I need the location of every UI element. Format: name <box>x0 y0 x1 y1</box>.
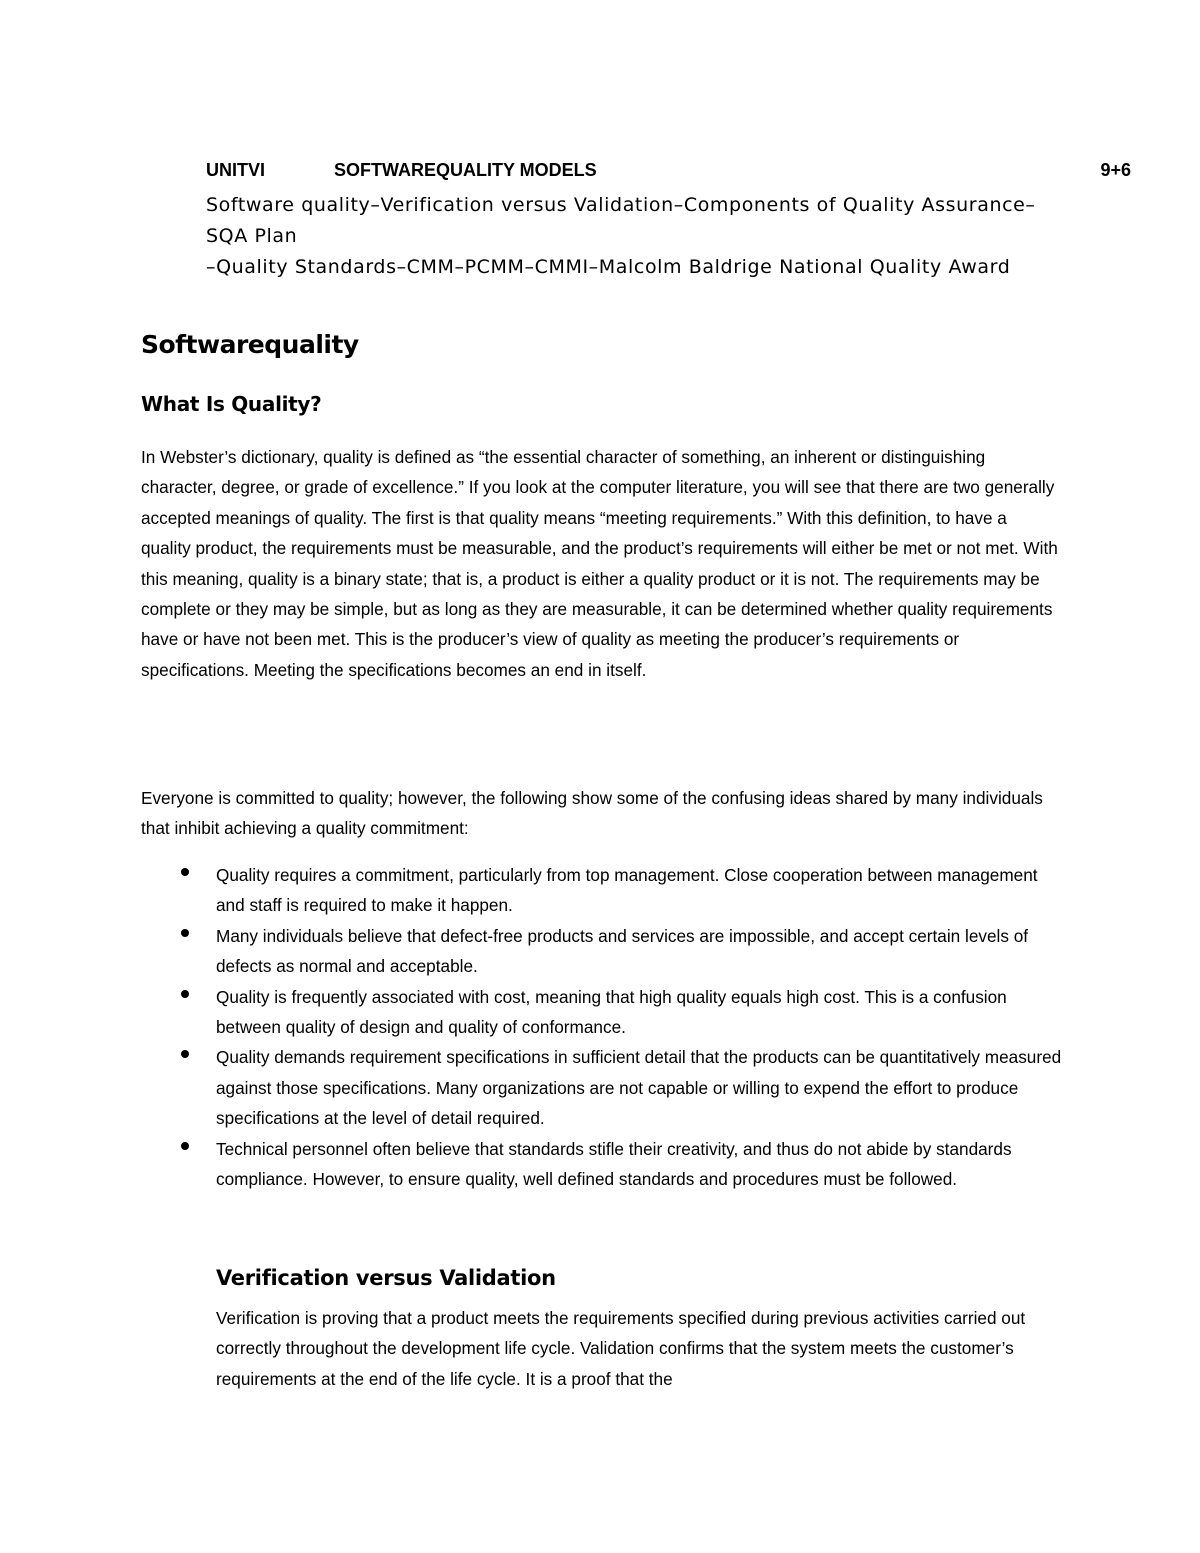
bullet-icon <box>181 990 189 998</box>
verification-paragraph: Verification is proving that a product meets the requirements specified during previous activities carried out correctly throughout the development life cycle. Validation confirms that the system meets the customer’s requirements at the end of the life cycle. It is a proof that the <box>216 1308 1026 1389</box>
bullet-icon <box>181 1142 189 1150</box>
verification-title: Verification versus Validation <box>216 1266 556 1290</box>
list-item <box>141 1042 1071 1133</box>
syllabus-topics <box>206 190 1156 283</box>
syllabus-line: –Quality Standards–CMM–PCMM–CMMI–Malcolm Baldrige National Quality Award <box>206 256 1011 278</box>
syllabus-line: Software quality–Verification versus Validation–Components of Quality Assurance– <box>206 194 1036 216</box>
unit-label: UNITVI <box>206 160 266 180</box>
list-item-text: Quality demands requirement specifications in sufficient detail that the products can be quantitatively measured against those specifications. Many organizations are not capable or willing to expend the effort to produce specifications at the level of detail required. <box>216 1047 1062 1129</box>
list-item <box>141 982 1071 1043</box>
bullet-icon <box>181 1050 189 1058</box>
list-item-text: Quality is frequently associated with cost, meaning that high quality equals high cost. This is a confusion between quality of design and quality of conformance. <box>216 986 1007 1038</box>
bullet-icon <box>181 868 189 876</box>
list-item <box>141 1134 1071 1195</box>
syllabus-line: SQA Plan <box>206 225 298 247</box>
section-title: Softwarequality <box>141 330 359 359</box>
bullet-icon <box>181 929 189 937</box>
unit-title: SOFTWAREQUALITY MODELS <box>334 160 597 180</box>
unit-hours: 9+6 <box>1100 160 1131 180</box>
confusing-ideas-intro: Everyone is committed to quality; however, the following show some of the confusing ideas shared by many individuals that inhibit achieving a quality commitment: <box>141 788 1043 839</box>
list-item <box>141 921 1071 982</box>
quality-definition-paragraph: In Webster’s dictionary, quality is defined as “the essential character of something, an inherent or distinguishing character, degree, or grade of excellence.” If you look at the computer literature, you will see that there are two generally accepted meanings of quality. The first is that quality means “meeting requirements.” With this definition, to have a quality product, the requirements must be measurable, and the product’s requirements will either be met or not met. With this meaning, quality is a binary state; that is, a product is either a quality product or it is not. The requirements may be complete or they may be simple, but as long as they are measurable, it can be determined whether quality requirements have or have not been met. This is the producer’s view of quality as meeting the producer’s requirements or specifications. Meeting the specifications becomes an end in itself. <box>141 447 1058 680</box>
list-item <box>141 860 1071 921</box>
subsection-title: What Is Quality? <box>141 392 322 416</box>
list-item-text: Technical personnel often believe that standards stifle their creativity, and thus do not abide by standards compliance. However, to ensure quality, well defined standards and procedures must be followed. <box>216 1138 1012 1190</box>
list-item-text: Many individuals believe that defect-free products and services are impossible, and accept certain levels of defects as normal and acceptable. <box>216 925 1029 977</box>
list-item-text: Quality requires a commitment, particularly from top management. Close cooperation between management and staff is required to make it happen. <box>216 865 1038 916</box>
confusing-ideas-list <box>141 860 1071 1194</box>
unit-header <box>206 160 1131 186</box>
